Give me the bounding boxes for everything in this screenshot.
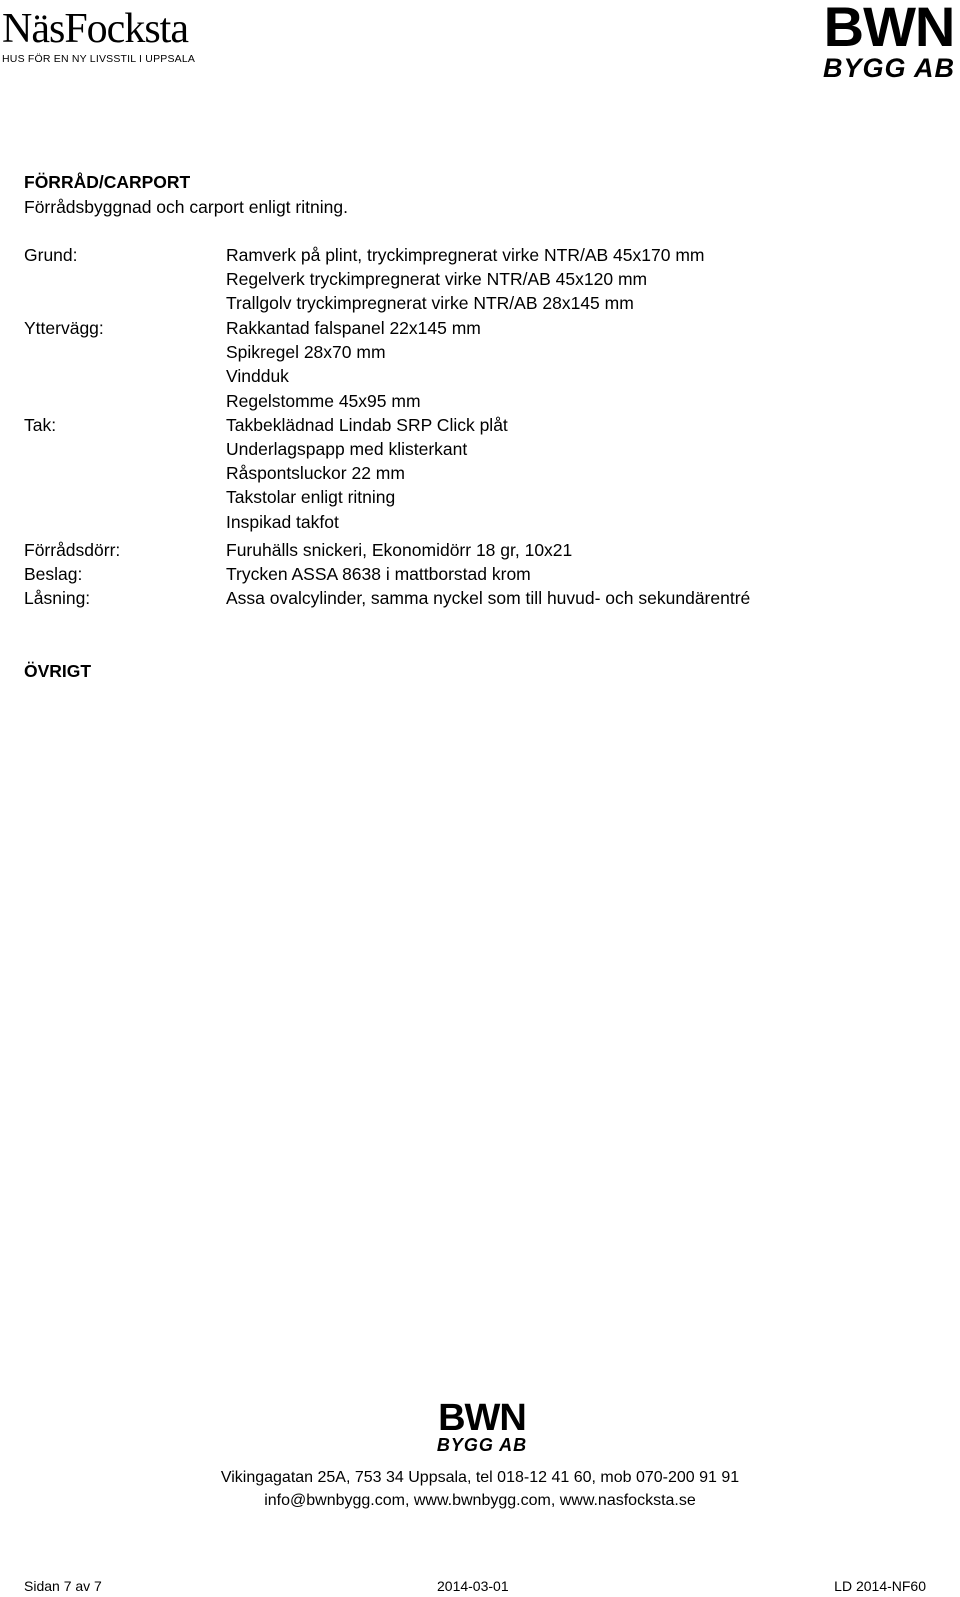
- document-date: 2014-03-01: [437, 1578, 509, 1594]
- bwn-bygg-footer-logo: [432, 1397, 532, 1455]
- nasfocksta-logo-tagline: HUS FÖR EN NY LIVSSTIL I UPPSALA: [2, 53, 196, 65]
- dorr-label: Förrådsdörr:: [24, 540, 121, 560]
- page-number: Sidan 7 av 7: [24, 1578, 102, 1594]
- bwn-logo-top: BWN: [823, 0, 955, 58]
- tak-line: Underlagspapp med klisterkant: [226, 439, 468, 459]
- lasning-value: Assa ovalcylinder, samma nyckel som till huvud- och sekundärentré: [226, 588, 751, 608]
- tak-label: Tak:: [24, 415, 57, 435]
- yttervagg-line: Spikregel 28x70 mm: [226, 342, 386, 362]
- yttervagg-line: Vindduk: [226, 366, 289, 386]
- bwn-bygg-logo: [818, 0, 960, 82]
- section-title: FÖRRÅD/CARPORT: [24, 172, 191, 192]
- yttervagg-line: Rakkantad falspanel 22x145 mm: [226, 318, 481, 338]
- grund-label: Grund:: [24, 245, 78, 265]
- bwn-logo-bottom: BYGG AB: [822, 53, 955, 83]
- nasfocksta-logo: [2, 6, 212, 65]
- beslag-label: Beslag:: [24, 564, 83, 584]
- dorr-value: Furuhälls snickeri, Ekonomidörr 18 gr, 10x21: [226, 540, 573, 560]
- beslag-value: Trycken ASSA 8638 i mattborstad krom: [226, 564, 531, 584]
- bwn-footer-logo-top: BWN: [438, 1397, 526, 1439]
- tak-line: Takstolar enligt ritning: [226, 487, 396, 507]
- tak-line: Takbeklädnad Lindab SRP Click plåt: [226, 415, 508, 435]
- tak-line: Råspontsluckor 22 mm: [226, 463, 405, 483]
- section-intro: Förrådsbyggnad och carport enligt ritning.: [24, 197, 348, 217]
- ovrigt-title: ÖVRIGT: [24, 661, 92, 681]
- nasfocksta-logo-name: NäsFocksta: [2, 6, 188, 52]
- yttervagg-label: Yttervägg:: [24, 318, 104, 338]
- yttervagg-line: Regelstomme 45x95 mm: [226, 391, 421, 411]
- grund-line: Trallgolv tryckimpregnerat virke NTR/AB 28x145 mm: [226, 293, 634, 313]
- bwn-footer-logo-bottom: BYGG AB: [436, 1435, 528, 1455]
- lasning-label: Låsning:: [24, 588, 91, 608]
- tak-line: Inspikad takfot: [226, 512, 339, 532]
- footer-web: info@bwnbygg.com, www.bwnbygg.com, www.nasfocksta.se: [264, 1492, 696, 1509]
- grund-line: Regelverk tryckimpregnerat virke NTR/AB 45x120 mm: [226, 269, 648, 289]
- grund-line: Ramverk på plint, tryckimpregnerat virke NTR/AB 45x170 mm: [226, 245, 705, 265]
- document-id: LD 2014-NF60: [834, 1578, 926, 1594]
- footer-address: Vikingagatan 25A, 753 34 Uppsala, tel 018-12 41 60, mob 070-200 91 91: [220, 1469, 740, 1486]
